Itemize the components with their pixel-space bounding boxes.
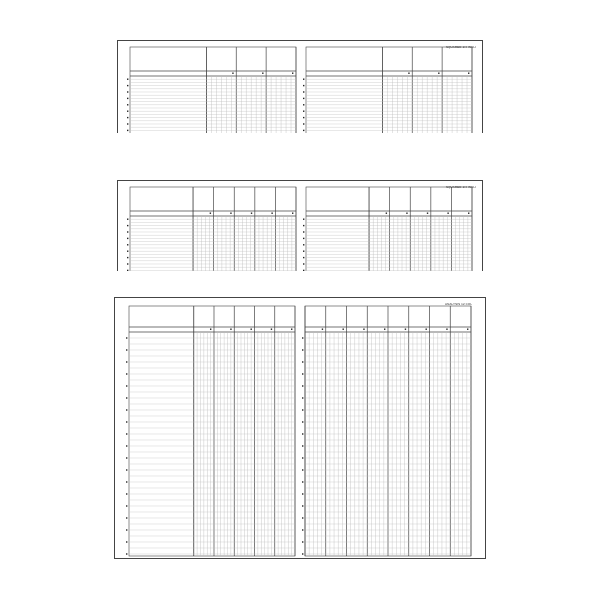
sheet2-left-col-marker	[271, 213, 272, 214]
sheet3-left-row-mark	[126, 385, 127, 386]
sheet3-right-row-mark	[302, 529, 303, 530]
sheet1-right-row-mark	[303, 130, 304, 131]
sheet2-left-col-marker	[292, 213, 293, 214]
sheet2-right-row-mark	[303, 244, 304, 245]
sheet1-right-row-mark	[303, 79, 304, 80]
sheet3-right-row-mark	[302, 445, 303, 446]
sheet3-left-row-mark	[126, 421, 127, 422]
sheet2-right-col-marker	[406, 213, 407, 214]
sheet3-left-row-mark	[126, 349, 127, 350]
sheet2-left-col-marker	[210, 213, 211, 214]
sheet2-left-row-mark	[127, 257, 128, 258]
sheet3-left-col-marker	[230, 329, 231, 330]
ledger-grid-2	[118, 181, 483, 271]
sheet3-right-col-marker	[446, 329, 447, 330]
sheet1-right-row-mark	[303, 123, 304, 124]
sheet3-right-row-mark	[302, 385, 303, 386]
sheet1-right-col-marker	[438, 73, 439, 74]
sheet3-right-col-marker	[384, 329, 385, 330]
ledger-sheet-2	[117, 180, 483, 271]
sheet1-left-col-marker	[232, 73, 233, 74]
sheet3-left-row-mark	[126, 445, 127, 446]
sheet3-left-col-marker	[271, 329, 272, 330]
sheet3-left-page-frame	[129, 306, 295, 556]
sheet2-left-row-mark	[127, 225, 128, 226]
sheet2-left-row-mark	[127, 231, 128, 232]
sheet2-left-col-marker	[230, 213, 231, 214]
sheet3-right-col-marker	[405, 329, 406, 330]
sheet3-right-row-mark	[302, 505, 303, 506]
sheet2-left-col-marker	[251, 213, 252, 214]
sheet2-right-row-mark	[303, 263, 304, 264]
sheet3-right-row-mark	[302, 373, 303, 374]
sheet3-right-row-mark	[302, 517, 303, 518]
sheet2-right-row-mark	[303, 231, 304, 232]
sheet1-right-col-marker	[408, 73, 409, 74]
sheet3-left-row-mark	[126, 481, 127, 482]
sheet3-left-col-marker	[250, 329, 251, 330]
sheet1-left-col-marker	[292, 73, 293, 74]
sheet1-left-row-mark	[127, 104, 128, 105]
sheet3-right-col-marker	[343, 329, 344, 330]
sheet2-right-row-mark	[303, 238, 304, 239]
sheet3-left-row-mark	[126, 409, 127, 410]
ledger-3-right-heading: ANALYSIS 12 COL	[445, 302, 473, 306]
sheet2-right-row-mark	[303, 251, 304, 252]
sheet1-left-row-mark	[127, 91, 128, 92]
sheet2-right-row-mark	[303, 257, 304, 258]
sheet3-right-row-mark	[302, 433, 303, 434]
sheet1-left-col-marker	[262, 73, 263, 74]
sheet2-right-row-mark	[303, 225, 304, 226]
sheet3-left-row-mark	[126, 541, 127, 542]
sheet3-right-row-mark	[302, 541, 303, 542]
sheet2-left-row-mark	[127, 263, 128, 264]
sheet2-right-col-marker	[447, 213, 448, 214]
ledger-grid-3	[115, 298, 486, 559]
sheet3-right-row-mark	[302, 337, 303, 338]
ledger-sheet-1	[117, 40, 483, 133]
sheet2-left-row-mark	[127, 251, 128, 252]
sheet3-left-col-marker	[210, 329, 211, 330]
sheet1-right-row-mark	[303, 91, 304, 92]
sheet2-right-col-marker	[386, 213, 387, 214]
sheet2-right-col-marker	[468, 213, 469, 214]
sheet1-right-row-mark	[303, 104, 304, 105]
sheet3-right-row-mark	[302, 481, 303, 482]
ledger-1-right-heading: SQUARED 1/4 INCH	[446, 45, 476, 49]
sheet2-right-row-mark	[303, 270, 304, 271]
ledger-grid-1	[118, 41, 483, 133]
sheet3-left-col-marker	[291, 329, 292, 330]
sheet1-left-row-mark	[127, 98, 128, 99]
sheet2-left-row-mark	[127, 270, 128, 271]
sheet1-right-row-mark	[303, 111, 304, 112]
sheet2-left-row-mark	[127, 219, 128, 220]
sheet3-left-row-mark	[126, 505, 127, 506]
sheet3-left-row-mark	[126, 517, 127, 518]
sheet2-left-row-mark	[127, 238, 128, 239]
sheet3-right-col-marker	[426, 329, 427, 330]
sheet1-left-row-mark	[127, 117, 128, 118]
sheet3-left-row-mark	[126, 469, 127, 470]
sheet3-left-row-mark	[126, 553, 127, 554]
sheet3-left-row-mark	[126, 529, 127, 530]
sheet3-right-col-marker	[467, 329, 468, 330]
sheet3-right-row-mark	[302, 349, 303, 350]
sheet3-right-col-marker	[363, 329, 364, 330]
sheet3-right-row-mark	[302, 361, 303, 362]
sheet3-left-row-mark	[126, 373, 127, 374]
sheet3-left-row-mark	[126, 493, 127, 494]
sheet3-right-row-mark	[302, 409, 303, 410]
sheet1-right-row-mark	[303, 117, 304, 118]
sheet1-left-row-mark	[127, 79, 128, 80]
sheet1-left-row-mark	[127, 130, 128, 131]
sheet3-right-row-mark	[302, 553, 303, 554]
sheet3-right-col-marker	[322, 329, 323, 330]
sheet1-left-row-mark	[127, 85, 128, 86]
ledger-2-right-heading: SQUARED 1/4 INCH	[446, 185, 476, 189]
sheet1-right-row-mark	[303, 98, 304, 99]
sheet3-right-row-mark	[302, 457, 303, 458]
sheet1-right-col-marker	[468, 73, 469, 74]
sheet3-left-row-mark	[126, 337, 127, 338]
sheet2-right-row-mark	[303, 219, 304, 220]
sheet3-right-row-mark	[302, 493, 303, 494]
sheet3-right-row-mark	[302, 397, 303, 398]
sheet2-right-col-marker	[427, 213, 428, 214]
sheet1-right-row-mark	[303, 85, 304, 86]
sheet2-left-row-mark	[127, 244, 128, 245]
sheet3-right-row-mark	[302, 469, 303, 470]
sheet3-left-row-mark	[126, 397, 127, 398]
sheet1-left-row-mark	[127, 123, 128, 124]
ledger-sheet-3	[114, 297, 486, 559]
sheet3-left-row-mark	[126, 361, 127, 362]
sheet3-left-row-mark	[126, 457, 127, 458]
sheet3-left-row-mark	[126, 433, 127, 434]
sheet3-right-row-mark	[302, 421, 303, 422]
sheet1-left-row-mark	[127, 111, 128, 112]
